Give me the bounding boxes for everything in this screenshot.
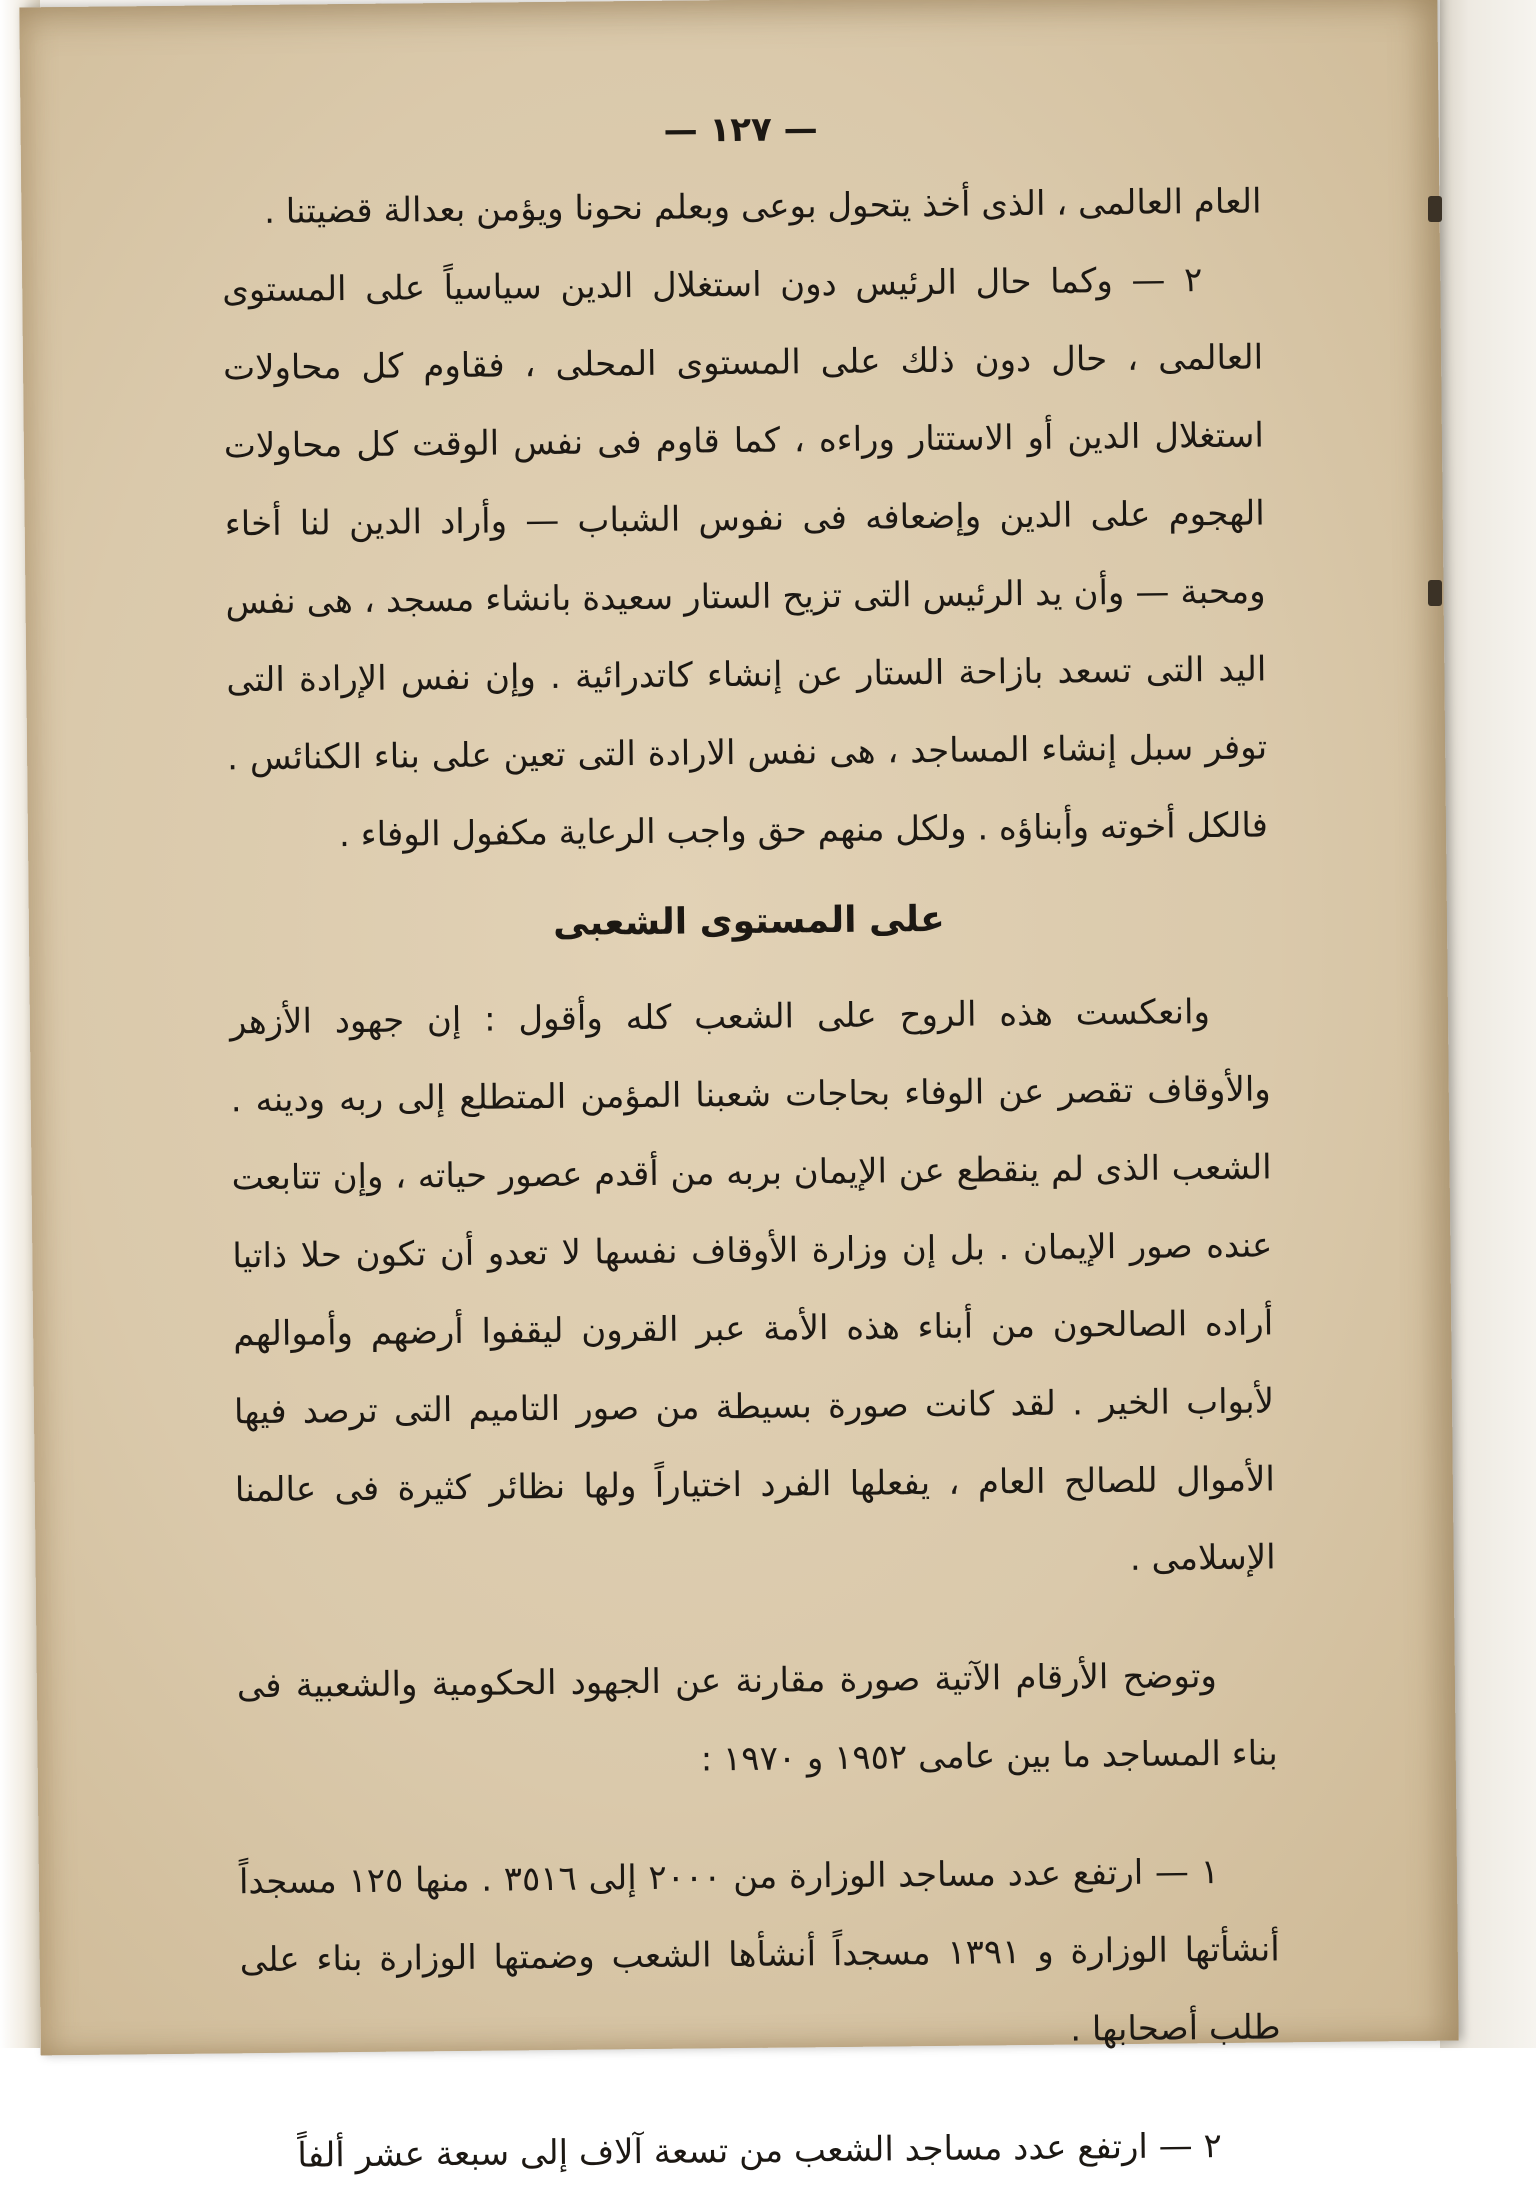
page-edge-notch (1428, 580, 1442, 606)
page-text-block (220, 104, 1282, 2195)
paragraph-item-1: ١ — ارتفع عدد مساجد الوزارة من ٢٠٠٠ إلى ٣٥١٦ . منها ١٢٥ مسجداً أنشأتها الوزارة و ١٣٩١ مسجداً أنشأها الشعب وضمتها الوزارة بناء على طلب أصحابها . (238, 1852, 1281, 2050)
paragraph-continuation: العام العالمى ، الذى أخذ يتحول بوعى وبعلم نحونا ويؤمن بعدالة قضيتنا . (263, 181, 1262, 232)
paragraph-point-2: ٢ — وكما حال الرئيس دون استغلال الدين سياسياً على المستوى العالمى ، حال دون ذلك على المستوى المحلى ، فقاوم كل محاولات استغلال الدين أو الاستتار وراءه ، كما قاوم فى نفس الوقت كل محاولات الهجوم على الدين وإضعافه فى نفوس الشباب — وأراد الدين لنا أخاء ومحبة — وأن يد الرئيس التى تزيح الستار سعيدة بانشاء مسجد ، هى نفس اليد التى تسعد بازاحة الستار عن إنشاء كاتدرائية . وإن نفس الإرادة التى توفر سبل إنشاء المساجد ، هى نفس الارادة التى تعين على بناء الكنائس . فالكل أخوته وأبناؤه . ولكل منهم حق واجب الرعاية مكفول الوفاء . (222, 260, 1269, 856)
paragraph-figures-intro: وتوضح الأرقام الآتية صورة مقارنة عن الجهود الحكومية والشعبية فى بناء المساجد ما بين عامى ١٩٥٢ و ١٩٧٠ : (236, 1656, 1278, 1780)
page-number: — ١٢٧ — (663, 109, 818, 151)
book-page (19, 0, 1458, 2176)
section-heading: على المستوى الشعبى (552, 898, 945, 944)
paragraph-item-2: ٢ — ارتفع عدد مساجد الشعب من تسعة آلاف إلى سبعة عشر ألفاً (297, 2126, 1222, 2176)
paragraph-popular-efforts: وانعكست هذه الروح على الشعب كله وأقول : إن جهود الأزهر والأوقاف تقصر عن الوفاء بحاجات شعبنا المؤمن المتطلع إلى ربه ودينه . الشعب الذى لم ينقطع عن الإيمان بربه من أقدم عصور حياته ، وإن تتابعت عنده صور الإيمان . بل إن وزارة الأوقاف نفسها لا تعدو أن تكون حلا ذاتيا أراده الصالحون من أبناء هذه الأمة عبر القرون ليقفوا أرضهم وأموالهم لأبواب الخير . لقد كانت صورة بسيطة من صور التاميم التى ترصد فيها الأموال للصالح العام ، يفعلها الفرد اختياراً ولها نظائر كثيرة فى عالمنا الإسلامى . (229, 992, 1276, 1579)
page-edge-notch (1428, 196, 1442, 222)
